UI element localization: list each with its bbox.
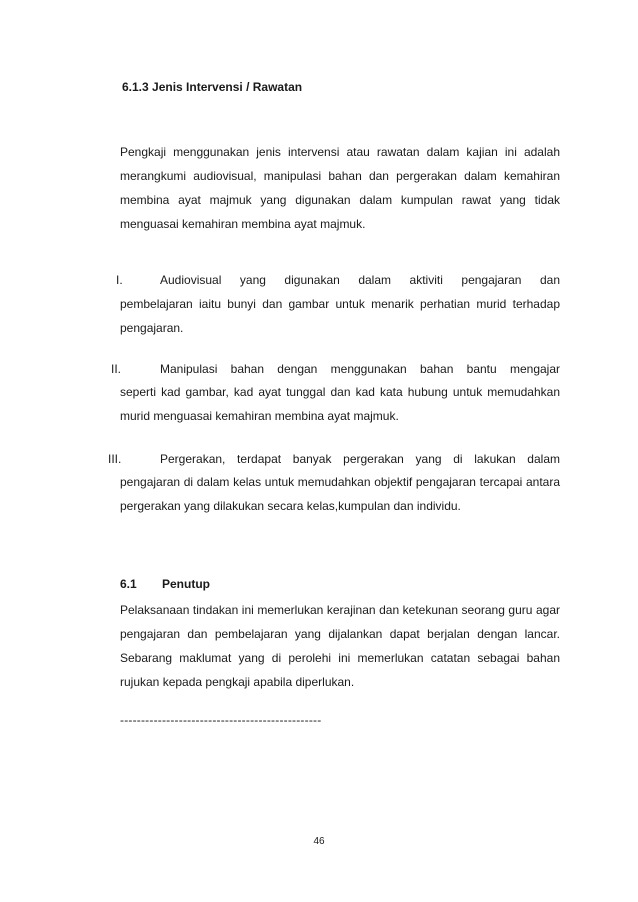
penutup-paragraph: Pelaksanaan tindakan ini memerlukan kerajinan dan ketekunan seorang guru agar pengajaran dan pembelajaran yang dijalankan dapat berjalan dengan lancar. Sebarang maklumat yang di perolehi ini memerlukan catatan sebagai bahan rujukan kepada pengkaji apabila diperlukan. <box>120 603 560 689</box>
intervention-paragraph: Pengkaji menggunakan jenis intervensi atau rawatan dalam kajian ini adalah merangkumi audiovisual, manipulasi bahan dan pergerakan dalam kemahiran membina ayat majmuk yang digunakan dalam kumpulan rawat yang tidak menguasai kemahiran membina ayat majmuk. <box>120 145 560 231</box>
item-1-text: pembelajaran iaitu bunyi dan gambar untuk menarik perhatian murid terhadap pengajaran. <box>120 297 560 335</box>
item-3-text: pengajaran di dalam kelas untuk memudahkan objektif pengajaran tercapai antara pergerakan yang dilakukan secara kelas,kumpulan dan individu. <box>120 475 560 513</box>
item-3-first-line: Pergerakan, terdapat banyak pergerakan yang di lakukan dalam <box>160 452 560 466</box>
section-number-6-1: 6.1 <box>120 577 137 591</box>
item-1-first-line: Audiovisual yang digunakan dalam aktiviti pengajaran dan <box>160 273 560 287</box>
item-2-text: seperti kad gambar, kad ayat tunggal dan kad kata hubung untuk memudahkan murid menguasai kemahiran membina ayat majmuk. <box>120 385 560 423</box>
section-heading-6-1-3: 6.1.3 Jenis Intervensi / Rawatan <box>122 80 303 94</box>
item-1-number: I. <box>116 273 123 287</box>
section-title-penutup: Penutup <box>162 577 210 591</box>
item-2-number: II. <box>111 362 122 376</box>
dashed-separator: ------------------------------------------------ <box>120 713 322 727</box>
item-3-number: III. <box>108 452 122 466</box>
page-number: 46 <box>313 836 325 847</box>
item-2-first-line: Manipulasi bahan dengan menggunakan bahan bantu mengajar <box>160 362 560 376</box>
